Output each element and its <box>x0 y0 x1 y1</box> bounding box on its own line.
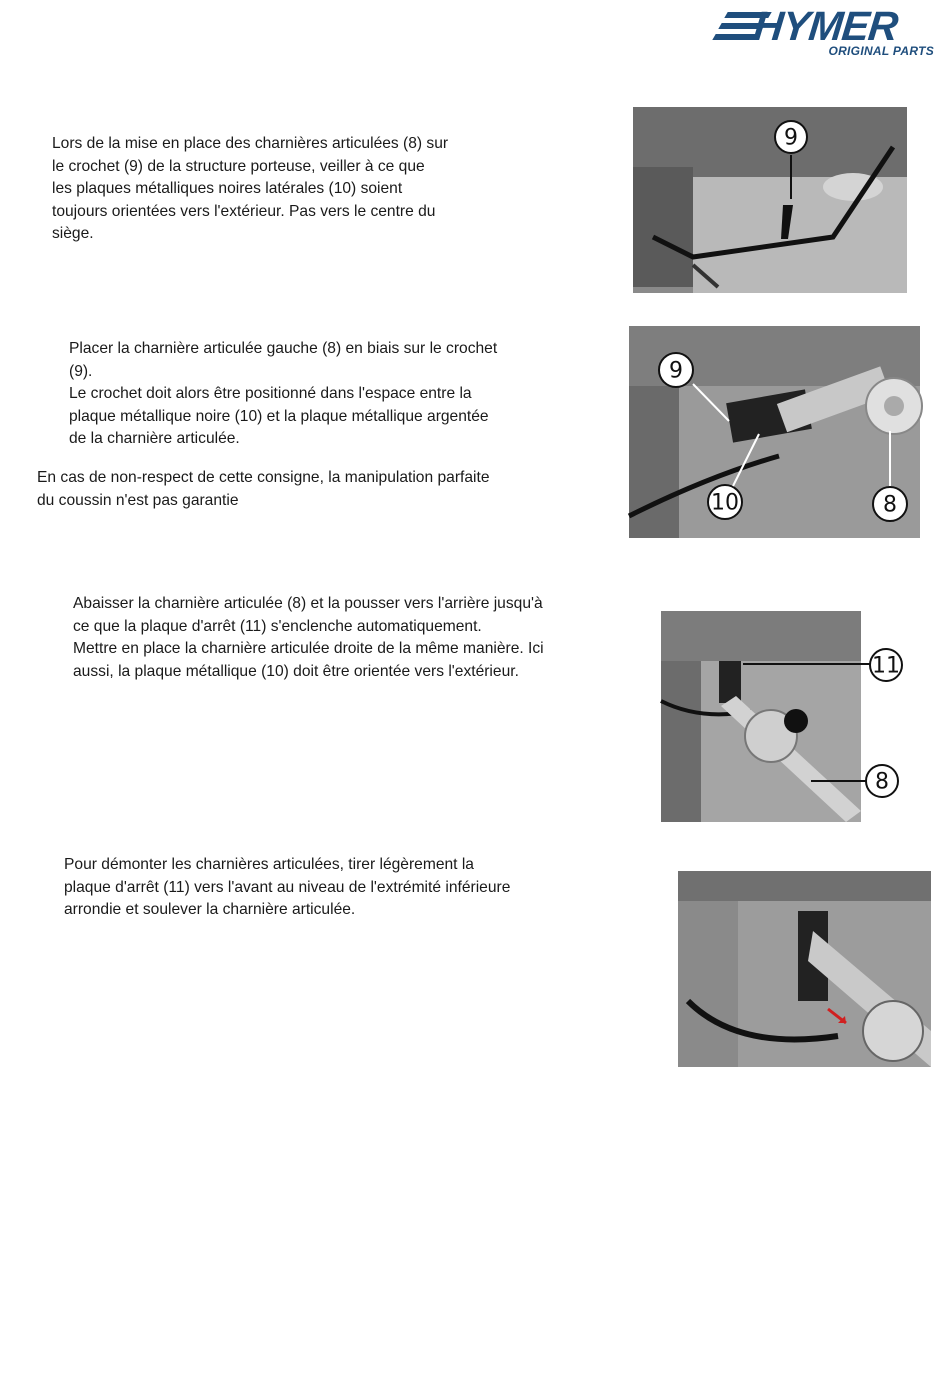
callout-9-icon: 9 <box>784 125 798 151</box>
callout-10-icon: 10 <box>711 490 739 516</box>
instruction-step-2: Placer la charnière articulée gauche (8) en biais sur le crochet (9). Le crochet doit alors être positionné dans l'espace entre la plaque métallique noire (10) et la plaque métallique argentée de la charnière articulée. <box>69 340 498 447</box>
callout-9-icon: 9 <box>669 358 683 384</box>
instruction-step-4: Pour démonter les charnières articulées, tirer légèrement la plaque d'arrêt (11) vers l'avant au niveau de l'extrémité inférieure arrondie et soulever la charnière articulée. <box>64 856 511 918</box>
logo-wordmark: HYMER <box>751 3 900 49</box>
callout-8-icon: 8 <box>883 492 897 518</box>
photo-hinge-placement <box>629 326 920 538</box>
photo-removal <box>678 871 931 1067</box>
instruction-step-1: Lors de la mise en place des charnières articulées (8) sur le crochet (9) de la structure porteuse, veiller à ce que les plaques métalliques noires latérales (10) soient toujours orientées vers l'extérieur. Pas vers le centre du siège. <box>52 135 449 242</box>
logo-subtitle: ORIGINAL PARTS <box>828 44 934 58</box>
hymer-logo <box>712 3 944 62</box>
photo-hook <box>633 107 907 293</box>
callout-11-icon: 11 <box>872 653 900 679</box>
instruction-step-3: Abaisser la charnière articulée (8) et la pousser vers l'arrière jusqu'à ce que la plaque d'arrêt (11) s'enclenche automatiquement. Mettre en place la charnière articulée droite de la même manière. Ici aussi, la plaque métallique (10) doit être orientée vers l'extérieur. <box>73 595 544 680</box>
callout-8-icon: 8 <box>875 769 889 795</box>
photo-stop-plate <box>661 611 911 822</box>
warning-note: En cas de non-respect de cette consigne, la manipulation parfaite du coussin n'est pas garantie <box>37 469 490 509</box>
